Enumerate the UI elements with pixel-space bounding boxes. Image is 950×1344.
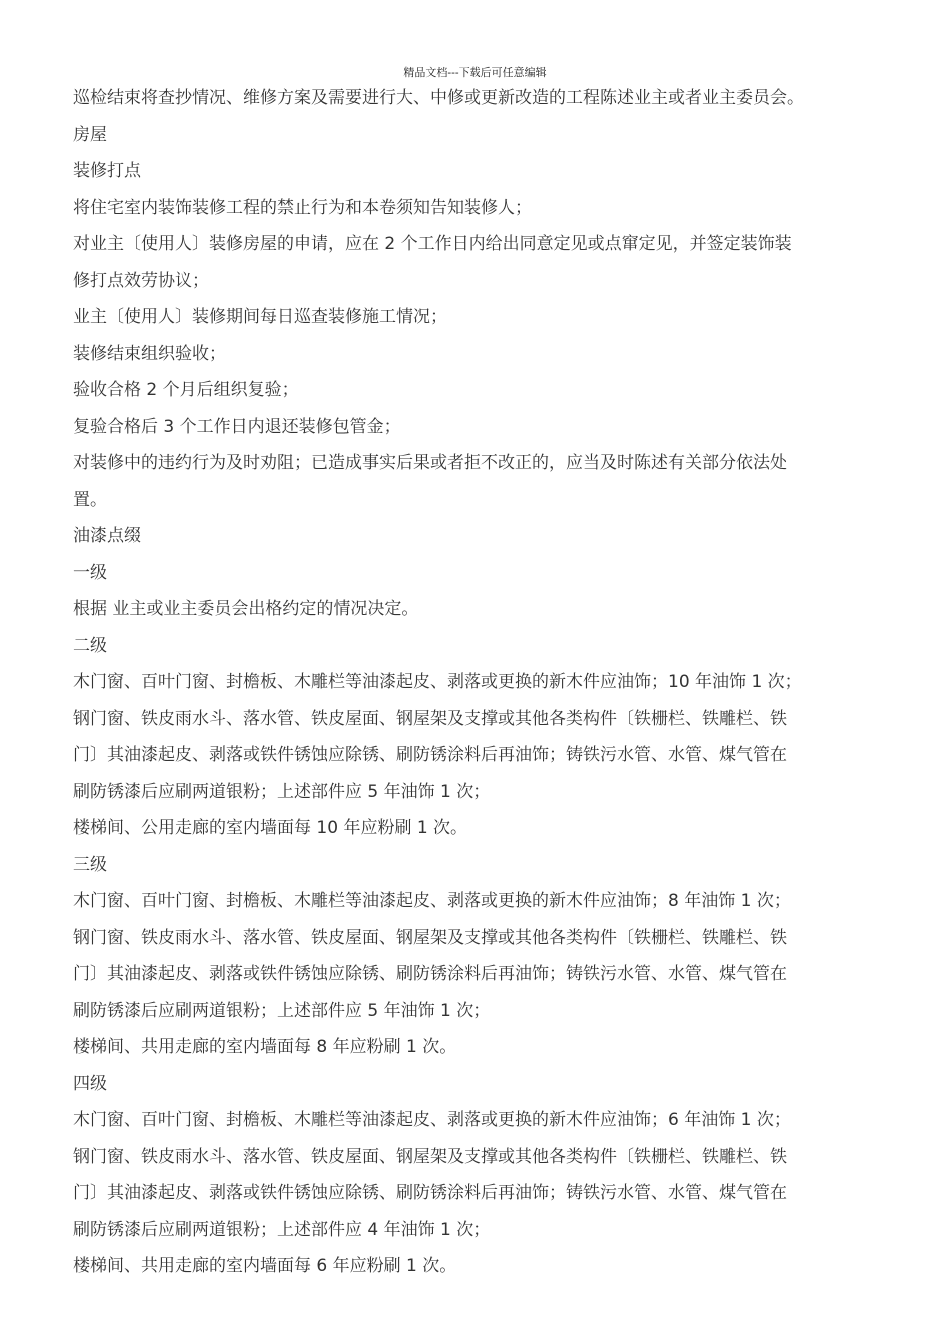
text-line: 刷防锈漆后应刷两道银粉；上述部件应 5 年油饰 1 次； (73, 1000, 491, 1021)
text-line: 一级 (73, 562, 107, 583)
text-line: 木门窗、百叶门窗、封檐板、木雕栏等油漆起皮、剥落或更换的新木件应油饰；6 年油饰 1 次； (73, 1110, 791, 1130)
text-line: 验收合格 2 个月后组织复验； (73, 380, 299, 400)
text-line: 钢门窗、铁皮雨水斗、落水管、铁皮屋面、钢屋架及支撑或其他各类构件〔铁栅栏、铁雕栏、铁 (73, 1146, 787, 1167)
text-line: 楼梯间、共用走廊的室内墙面每 8 年应粉刷 1 次。 (73, 1037, 457, 1057)
text-line: 复验合格后 3 个工作日内退还装修包管金； (73, 416, 401, 437)
text-line: 门〕其油漆起皮、剥落或铁件锈蚀应除锈、刷防锈涂料后再油饰；铸铁污水管、水管、煤气管在 (73, 964, 787, 984)
text-line: 房屋 (73, 124, 107, 145)
text-line: 装修打点 (73, 161, 141, 181)
text-line: 钢门窗、铁皮雨水斗、落水管、铁皮屋面、钢屋架及支撑或其他各类构件〔铁栅栏、铁雕栏、铁 (73, 927, 787, 948)
text-line: 木门窗、百叶门窗、封檐板、木雕栏等油漆起皮、剥落或更换的新木件应油饰；8 年油饰 1 次； (73, 891, 791, 911)
text-line: 装修结束组织验收； (73, 343, 226, 364)
text-line: 楼梯间、共用走廊的室内墙面每 6 年应粉刷 1 次。 (73, 1256, 457, 1276)
text-line: 三级 (73, 854, 107, 875)
page-header: 精品文档---下载后可任意编辑 (403, 66, 547, 79)
text-line: 门〕其油漆起皮、剥落或铁件锈蚀应除锈、刷防锈涂料后再油饰；铸铁污水管、水管、煤气管在 (73, 1183, 787, 1203)
text-line: 刷防锈漆后应刷两道银粉；上述部件应 5 年油饰 1 次； (73, 781, 491, 802)
text-line: 刷防锈漆后应刷两道银粉；上述部件应 4 年油饰 1 次； (73, 1219, 491, 1240)
text-line: 巡检结束将查抄情况、维修方案及需要进行大、中修或更新改造的工程陈述业主或者业主委员会。 (73, 88, 804, 108)
text-line: 木门窗、百叶门窗、封檐板、木雕栏等油漆起皮、剥落或更换的新木件应油饰；10 年油饰 1 次； (73, 672, 802, 692)
text-line: 四级 (73, 1073, 107, 1094)
text-line: 将住宅室内装饰装修工程的禁止行为和本卷须知告知装修人； (73, 197, 532, 218)
text-line: 楼梯间、公用走廊的室内墙面每 10 年应粉刷 1 次。 (73, 818, 468, 838)
text-line: 置。 (73, 489, 107, 510)
text-line: 门〕其油漆起皮、剥落或铁件锈蚀应除锈、刷防锈涂料后再油饰；铸铁污水管、水管、煤气管在 (73, 745, 787, 765)
text-line: 业主〔使用人〕装修期间每日巡查装修施工情况； (73, 307, 447, 327)
text-line: 对业主〔使用人〕装修房屋的申请，应在 2 个工作日内给出同意定见或点窜定见，并签定装饰装 (73, 234, 792, 254)
text-line: 二级 (73, 635, 107, 656)
text-line: 对装修中的违约行为及时劝阻；已造成事实后果或者拒不改正的，应当及时陈述有关部分依法处 (73, 453, 787, 473)
text-line: 根据 业主或业主委员会出格约定的情况决定。 (73, 599, 419, 619)
document-body (73, 80, 883, 1285)
text-line: 油漆点缀 (73, 526, 141, 546)
text-line: 钢门窗、铁皮雨水斗、落水管、铁皮屋面、钢屋架及支撑或其他各类构件〔铁栅栏、铁雕栏、铁 (73, 708, 787, 729)
text-line: 修打点效劳协议； (73, 270, 209, 291)
